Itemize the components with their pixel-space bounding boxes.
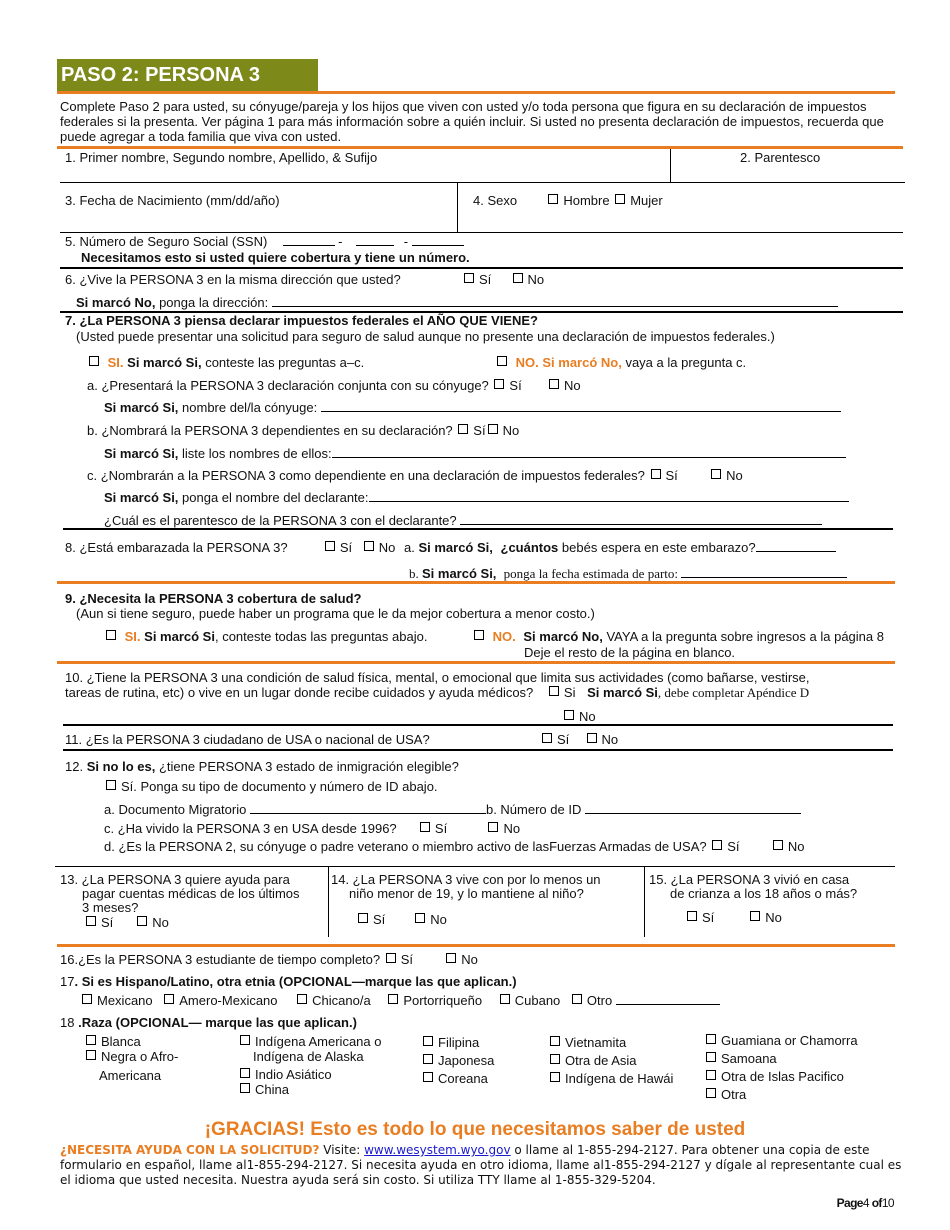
q6-address-input[interactable] [272, 295, 838, 307]
q7a-no-checkbox[interactable] [549, 379, 559, 389]
q15-no-label: No [765, 910, 782, 925]
q7c-follow [104, 490, 849, 505]
page-of: of [871, 1196, 882, 1210]
q4-hombre-checkbox[interactable] [548, 194, 558, 204]
q8-si-checkbox[interactable] [325, 541, 335, 551]
q12d-si-checkbox[interactable] [712, 840, 722, 850]
q7-no-label: NO. [515, 355, 539, 370]
q13-line1: 13. ¿La PERSONA 3 quiere ayuda para [60, 872, 290, 887]
q7-title: 7. ¿La PERSONA 3 piensa declarar impuestos federales el AÑO QUE VIENE? [65, 313, 538, 328]
q17-option-label: Cubano [514, 993, 561, 1008]
q7b-follow-text: liste los nombres de ellos: [178, 446, 332, 461]
section-rule [57, 944, 895, 947]
q7c-row [87, 468, 743, 483]
q12c-si-label: Sí [434, 821, 448, 836]
q7c2-relationship-input[interactable] [460, 513, 822, 525]
q6-no-label: No [527, 272, 545, 287]
q14-line1: 14. ¿La PERSONA 3 vive con por lo menos un [331, 872, 601, 887]
q12c-no-checkbox[interactable] [488, 822, 498, 832]
q17-option-label: Portorriqueño [403, 993, 483, 1008]
q18-col1 [84, 1034, 178, 1083]
q12-si-checkbox[interactable] [106, 780, 116, 790]
q18-title: .Raza (OPCIONAL— marque las que aplican.) [74, 1015, 357, 1030]
q10-no-checkbox[interactable] [564, 710, 574, 720]
q7a-no-label: No [563, 378, 581, 393]
q4-label: 4. Sexo [473, 193, 518, 208]
q18-option-label: Indio Asiático [255, 1067, 332, 1082]
q16-label: 16.¿Es la PERSONA 3 estudiante de tiempo completo? [60, 952, 381, 967]
q12b-id-input[interactable] [585, 802, 801, 814]
divider [328, 867, 329, 937]
q9-subtitle: (Aun si tiene seguro, puede haber un programa que le da mejor cobertura a menor costo.) [76, 606, 595, 621]
q1-field-line[interactable] [60, 182, 905, 183]
page-total: 10 [881, 1196, 894, 1210]
q7b-row [87, 423, 519, 438]
q18-option-label: Filipina [438, 1035, 480, 1050]
divider [670, 149, 671, 182]
q7a-follow-text: nombre del/la cónyuge: [178, 400, 318, 415]
q7c-label: c. ¿Nombrarán a la PERSONA 3 como dependiente en una declaración de impuestos federales? [87, 468, 645, 483]
q18-option-label: Negra o Afro- [101, 1049, 179, 1064]
q16-no-checkbox[interactable] [446, 953, 456, 963]
q17-num: 17 [60, 974, 75, 989]
q9-no-checkbox[interactable] [474, 630, 484, 640]
q11-si-label: Sí [557, 732, 570, 747]
q2-label: 2. Parentesco [740, 150, 821, 165]
help-bold: ¿NECESITA AYUDA CON LA SOLICITUD? [60, 1143, 320, 1157]
q9-yes-checkbox[interactable] [106, 630, 116, 640]
q17-title-row [60, 974, 517, 989]
q9-title: 9. ¿Necesita la PERSONA 3 cobertura de salud? [65, 591, 362, 606]
q17-portorriqueno-checkbox[interactable] [388, 994, 398, 1004]
q10-follow-text: , debe completar Apéndice D [657, 685, 810, 700]
divider [457, 182, 458, 232]
q7b-no-checkbox[interactable] [488, 424, 498, 434]
q7b-follow [104, 446, 846, 461]
q17-amero-checkbox[interactable] [164, 994, 174, 1004]
q11-no-label: No [601, 732, 619, 747]
q18-option-label: Otra [721, 1087, 747, 1102]
q13-cell [60, 873, 325, 930]
q10-follow-bold: Si marcó Si [587, 685, 658, 700]
q18-option-label: Coreana [438, 1071, 488, 1086]
q7c2-row [104, 513, 822, 528]
q16-si-checkbox[interactable] [386, 953, 396, 963]
q8a-bold: Si marcó Si, [418, 540, 493, 555]
q18-option-label: Samoana [721, 1051, 777, 1066]
q9-no-text2: Deje el resto de la página en blanco. [524, 645, 736, 660]
q17-title: . Si es Hispano/Latino, otra etnia (OPCIONAL—marque las que aplican.) [74, 974, 517, 989]
q14-line2: niño menor de 19, y lo mantiene al niño? [349, 886, 584, 901]
q7-yes-checkbox[interactable] [89, 356, 99, 366]
q18-otra-asia-checkbox[interactable] [550, 1054, 560, 1064]
q7a-si-checkbox[interactable] [494, 379, 504, 389]
q13-line2: pagar cuentas médicas de los últimos [82, 886, 300, 901]
q13-no-checkbox[interactable] [137, 916, 147, 926]
q18-option-label: Blanca [101, 1034, 141, 1049]
q9-no-text: VAYA a la pregunta sobre ingresos a la página 8 [602, 629, 884, 644]
q7c-si-label: Sí [665, 468, 678, 483]
q18-blanca-checkbox[interactable] [86, 1035, 96, 1045]
q15-si-checkbox[interactable] [687, 911, 697, 921]
q10-line1: 10. ¿Tiene la PERSONA 3 una condición de salud física, mental, o emocional que limita sus actividades (como bañarse, vestirse, [65, 670, 810, 685]
q7c2-label: ¿Cuál es el parentesco de la PERSONA 3 con el declarante? [104, 513, 457, 528]
q9-no-bold: Si marcó No, [523, 629, 603, 644]
q8-no-label: No [378, 540, 396, 555]
q15-line2: de crianza a los 18 años o más? [670, 886, 858, 901]
q12d-si-label: Sí [727, 839, 740, 854]
ssn-part2-input[interactable] [356, 234, 394, 246]
q18-japonesa-checkbox[interactable] [423, 1054, 433, 1064]
q18-col3 [421, 1034, 494, 1088]
q6-follow-bold: Si marcó No, [76, 295, 156, 310]
section-rule [57, 146, 903, 149]
q17-cubano-checkbox[interactable] [500, 994, 510, 1004]
q9-yes-bold: Si marcó Si [144, 629, 215, 644]
q12d-no-label: No [787, 839, 805, 854]
q12c-si-checkbox[interactable] [420, 822, 430, 832]
q7c-si-checkbox[interactable] [651, 469, 661, 479]
q6-follow-text: ponga la dirección: [155, 295, 269, 310]
q12c-label: c. ¿Ha vivido la PERSONA 3 en USA desde 1996? [104, 821, 397, 836]
q18-guamiana-checkbox[interactable] [706, 1034, 716, 1044]
q12-si-text: Sí. Ponga su tipo de documento y número de ID abajo. [121, 779, 438, 794]
q14-no-label: No [430, 912, 447, 927]
q12d-label: d. ¿Es la PERSONA 2, su cónyuge o padre veterano o miembro activo de lasFuerzas Armadas de USA? [104, 839, 707, 854]
q12-title: ¿tiene PERSONA 3 estado de inmigración elegible? [155, 759, 459, 774]
q10-line2: tareas de rutina, etc) o vive en un lugar donde recibe cuidados y ayuda médicos? [65, 685, 534, 700]
header-rule [57, 91, 895, 94]
q18-col5 [704, 1032, 858, 1104]
q6-si-label: Sí [479, 272, 492, 287]
q14-si-label: Sí [373, 912, 386, 927]
q17-option-label: Otro [586, 993, 613, 1008]
q18-option-label: China [255, 1082, 289, 1097]
thanks-heading: ¡GRACIAS! Esto es todo lo que necesitamos saber de usted [204, 1119, 746, 1140]
q12-title-bold: Si no lo es, [86, 759, 156, 774]
q8-duedate-input[interactable] [681, 566, 847, 578]
q7-no-option [495, 355, 746, 370]
q15-si-label: Sí [702, 910, 715, 925]
q18-coreana-checkbox[interactable] [423, 1072, 433, 1082]
q8a-text: bebés espera en este embarazo? [558, 540, 756, 555]
q7b-follow-bold: Si marcó Si, [104, 446, 179, 461]
q9-no-option [472, 629, 884, 644]
q11-label: 11. ¿Es la PERSONA 3 ciudadano de USA o nacional de USA? [65, 732, 430, 747]
q17-otro-input[interactable] [616, 993, 720, 1005]
q12ab-row [104, 802, 801, 817]
q6-label: 6. ¿Vive la PERSONA 3 en la misma dirección que usted? [65, 272, 401, 287]
q18-indio-asiatico-checkbox[interactable] [240, 1068, 250, 1078]
q7c-follow-bold: Si marcó Si, [104, 490, 179, 505]
q12b-label: b. Número de ID [485, 802, 582, 817]
ssn-part1-input[interactable] [283, 234, 335, 246]
q18-col4 [548, 1034, 673, 1088]
q18-hawai-checkbox[interactable] [550, 1072, 560, 1082]
q8-no-checkbox[interactable] [364, 541, 374, 551]
q9-yes-option [104, 629, 427, 644]
q12-title-row [65, 759, 459, 774]
q12c-no-label: No [503, 821, 521, 836]
q4-hombre-label: Hombre [563, 193, 610, 208]
q7-no-checkbox[interactable] [497, 356, 507, 366]
q7b-no-label: No [502, 423, 520, 438]
q18-vietnamita-checkbox[interactable] [550, 1036, 560, 1046]
q3-label: 3. Fecha de Nacimiento (mm/dd/año) [65, 193, 280, 208]
q18-option-label: Otra de Islas Pacifico [721, 1069, 844, 1084]
q8-si-label: Sí [339, 540, 353, 555]
q7b-si-label: Sí [473, 423, 486, 438]
q7b-dependents-input[interactable] [332, 446, 846, 458]
row-rule [63, 528, 893, 530]
q6-si-checkbox[interactable] [464, 273, 474, 283]
q7b-label: b. ¿Nombrará la PERSONA 3 dependientes en su declaración? [87, 423, 453, 438]
q17-option-label: Chicano/a [312, 993, 371, 1008]
q7a-follow [104, 400, 841, 415]
q15-no-checkbox[interactable] [750, 911, 760, 921]
q9-yes-text: , conteste todas las preguntas abajo. [214, 629, 428, 644]
q16-row [60, 952, 478, 967]
q12d-no-checkbox[interactable] [773, 840, 783, 850]
row-rule [63, 749, 893, 751]
q13-line3: 3 meses? [82, 900, 139, 915]
q13-si-label: Sí [101, 915, 114, 930]
q7-subtitle: (Usted puede presentar una solicitud para seguro de salud aunque no presente una declaración de impuestos federales.) [76, 329, 775, 344]
q10-line2-row [65, 685, 809, 701]
row-rule [60, 267, 903, 269]
q7b-si-checkbox[interactable] [458, 424, 468, 434]
q18-option-label: Indígena de Alaska [253, 1049, 364, 1064]
q7a-spouse-input[interactable] [321, 400, 841, 412]
q8b-row [409, 566, 847, 582]
q6-no-checkbox[interactable] [513, 273, 523, 283]
q7-no-bold: Si marcó No, [542, 355, 622, 370]
q17-option-label: Mexicano [97, 993, 153, 1008]
q8b-prefix: b. [409, 566, 419, 581]
section-rule [57, 581, 895, 584]
q11-si-checkbox[interactable] [542, 733, 552, 743]
page-current: 4 [862, 1196, 869, 1210]
q18-option-label: Otra de Asia [565, 1053, 637, 1068]
q1-label: 1. Primer nombre, Segundo nombre, Apellido, & Sufijo [65, 150, 378, 165]
q4-mujer-checkbox[interactable] [615, 194, 625, 204]
row-rule [55, 866, 895, 867]
q18-china-checkbox[interactable] [240, 1083, 250, 1093]
q8b-bold: Si marcó Si, [422, 566, 497, 581]
q10-no-option [562, 709, 596, 724]
q8-babies-input[interactable] [756, 540, 836, 552]
section-rule [57, 661, 895, 664]
q7c-no-label: No [726, 468, 743, 483]
q18-option-label: Japonesa [438, 1053, 495, 1068]
q7c-filer-input[interactable] [369, 490, 849, 502]
intro-text: Complete Paso 2 para usted, su cónyuge/pareja y los hijos que viven con usted y/o toda persona que figura en su declaración de impuestos federales si la presenta. Ver página 1 para más información sobre a quién incluir. Si usted no presenta declaración de impuestos, recuerda que puede agregar a toda familia que viva con usted. [60, 99, 884, 144]
divider [644, 867, 645, 937]
q12c-row [104, 821, 520, 836]
ssn-part3-input[interactable] [412, 234, 464, 246]
q17-option-label: Amero-Mexicano [179, 993, 278, 1008]
help-visit: Visite: [319, 1143, 365, 1157]
q7a-label: a. ¿Presentará la PERSONA 3 declaración conjunta con su cónyuge? [87, 378, 489, 393]
q10-no-label: No [579, 709, 596, 724]
q7-yes-bold: Si marcó Si, [127, 355, 202, 370]
q7-yes-label: SI. [107, 355, 124, 370]
row-rule [63, 724, 893, 726]
q9-no-label: NO. [492, 629, 516, 644]
q18-option-label: Americana [99, 1068, 162, 1083]
q7-yes-text: conteste las preguntas a–c. [201, 355, 365, 370]
q10-si-checkbox[interactable] [549, 686, 559, 696]
q16-no-label: No [461, 952, 478, 967]
q12-si-row [104, 779, 438, 794]
q17-mexicano-checkbox[interactable] [82, 994, 92, 1004]
q17-options [80, 993, 720, 1008]
q18-option-label: Vietnamita [565, 1035, 627, 1050]
q13-si-checkbox[interactable] [86, 916, 96, 926]
q8a-bold2: ¿cuántos [500, 540, 559, 555]
q14-cell [331, 873, 641, 927]
q12-num: 12. [65, 759, 84, 774]
page-word: Page [836, 1196, 863, 1210]
q18-option-label: Guamiana or Chamorra [721, 1033, 858, 1048]
q18-option-label: Indígena de Hawái [565, 1071, 674, 1086]
q18-samoana-checkbox[interactable] [706, 1052, 716, 1062]
q5-note: Necesitamos esto si usted quiere cobertura y tiene un número. [81, 250, 470, 265]
q14-si-checkbox[interactable] [358, 913, 368, 923]
q11-no-checkbox[interactable] [587, 733, 597, 743]
q8b-text: ponga la fecha estimada de parto: [503, 566, 679, 581]
q7-no-text: vaya a la pregunta c. [621, 355, 747, 370]
q18-col2 [238, 1034, 381, 1097]
q5-group: 5. Número de Seguro Social (SSN) - - [65, 234, 464, 249]
q12a-label: a. Documento Migratorio [104, 802, 247, 817]
q7a-si-label: Sí [509, 378, 522, 393]
q4-group [473, 193, 663, 208]
q18-filipina-checkbox[interactable] [423, 1036, 433, 1046]
q8a-prefix: a. [403, 540, 415, 555]
q8-label: 8. ¿Está embarazada la PERSONA 3? [65, 540, 288, 555]
website-link[interactable]: www.wesystem.wyo.gov [364, 1143, 511, 1157]
q18-indigena-americana-checkbox[interactable] [240, 1035, 250, 1045]
q4-mujer-label: Mujer [630, 193, 663, 208]
q18-num: 18 [60, 1015, 75, 1030]
q7a-follow-bold: Si marcó Si, [104, 400, 179, 415]
row-rule [60, 232, 903, 233]
q15-cell [649, 873, 899, 925]
page-title: PASO 2: PERSONA 3 [57, 59, 318, 91]
q18-negra-checkbox[interactable] [86, 1050, 96, 1060]
page-number [837, 1196, 894, 1210]
q10-si-label: Si [563, 685, 576, 700]
q16-si-label: Sí [400, 952, 414, 967]
q18-title-row [60, 1015, 357, 1030]
q12d-row [104, 839, 804, 854]
q11-options [540, 732, 618, 747]
help-text: o llame al 1-855-294-2127. Para obtener una copia de este formulario en español, llame al1-855-294-2127. Si necesita ayuda en otro idioma, llame al1-855-294-2127 y dígale al representante cual es el idioma que usted necesita. Nuestra ayuda será sin costo. Si utiliza TTY llame al 1-855-329-5204. [60, 1143, 902, 1187]
q7c-follow-text: ponga el nombre del declarante: [178, 490, 369, 505]
q17-chicano-checkbox[interactable] [297, 994, 307, 1004]
q18-otra-islas-checkbox[interactable] [706, 1070, 716, 1080]
q14-no-checkbox[interactable] [415, 913, 425, 923]
q7c-no-checkbox[interactable] [711, 469, 721, 479]
q6-follow [76, 295, 838, 310]
q7-yes-option [87, 355, 364, 370]
q12a-document-input[interactable] [250, 802, 486, 814]
q8-row [65, 540, 836, 555]
q7a-row [87, 378, 581, 393]
q9-yes-label: SI. [124, 629, 141, 644]
q13-no-label: No [152, 915, 169, 930]
q5-label: 5. Número de Seguro Social (SSN) [65, 234, 268, 249]
q15-line1: 15. ¿La PERSONA 3 vivió en casa [649, 872, 850, 887]
q6-options [462, 272, 544, 287]
q18-option-label: Indígena Americana o [255, 1034, 382, 1049]
help-paragraph [60, 1143, 910, 1188]
q18-otra-checkbox[interactable] [706, 1088, 716, 1098]
q17-otro-checkbox[interactable] [572, 994, 582, 1004]
